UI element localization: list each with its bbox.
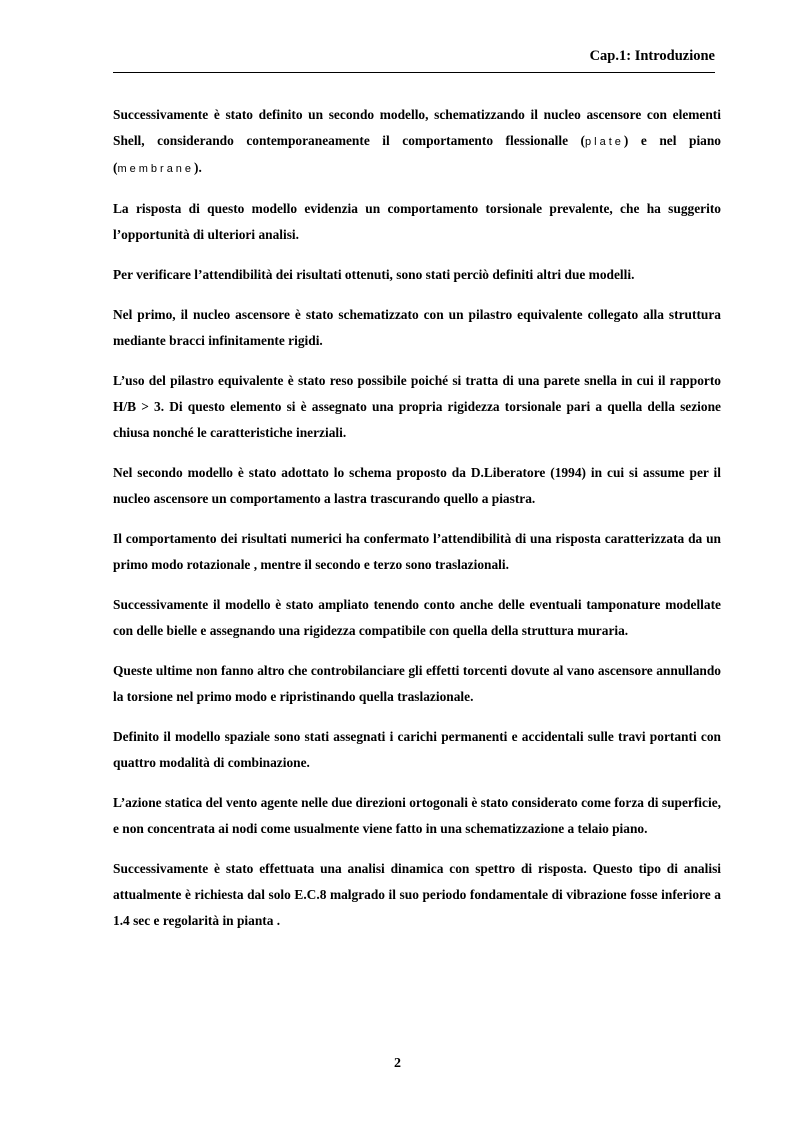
paragraph-4: Nel primo, il nucleo ascensore è stato schematizzato con un pilastro equivalente collegato alla struttura mediante bracci infinitamente rigidi.: [113, 307, 721, 348]
paragraph-5: L’uso del pilastro equivalente è stato reso possibile poiché si tratta di una parete snella in cui il rapporto H/B > 3. Di questo elemento si è assegnato una propria rigidezza torsionale pari a quella della sezione chiusa nonché le caratteristiche inerziali.: [113, 373, 721, 440]
paragraph-7: Il comportamento dei risultati numerici ha confermato l’attendibilità di una risposta caratterizzata da un primo modo rotazionale , mentre il secondo e terzo sono traslazionali.: [113, 531, 721, 572]
chapter-title: Cap.1: Introduzione: [589, 48, 715, 64]
document-body: [113, 102, 721, 948]
paragraph-9: Queste ultime non fanno altro che controbilanciare gli effetti torcenti dovute al vano ascensore annullando la torsione nel primo modo e ripristinando quella traslazionale.: [113, 663, 721, 704]
paragraph-2: La risposta di questo modello evidenzia un comportamento torsionale prevalente, che ha suggerito l’opportunità di ulteriori analisi.: [113, 201, 721, 242]
page-header: [113, 48, 715, 73]
paragraph-1-part-c: ).: [194, 160, 202, 175]
paragraph-1-part-a: Successivamente è stato definito un secondo modello, schematizzando il nucleo ascensore con elementi Shell, considerando contemporaneamente il comportamento flessionalle (: [113, 107, 721, 148]
paragraph-10: Definito il modello spaziale sono stati assegnati i carichi permanenti e accidentali sulle travi portanti con quattro modalità di combinazione.: [113, 729, 721, 770]
page-number: 2: [394, 1056, 401, 1071]
paragraph-12: Successivamente è stato effettuata una analisi dinamica con spettro di risposta. Questo tipo di analisi attualmente è richiesta dal solo E.C.8 malgrado il suo periodo fondamentale di vibrazione fosse inferiore a 1.4 sec e regolarità in pianta .: [113, 861, 721, 928]
paragraph-3: Per verificare l’attendibilità dei risultati ottenuti, sono stati perciò definiti altri due modelli.: [113, 267, 635, 282]
paragraph-1-part-b: ) e nel piano (: [113, 133, 721, 175]
paragraph-6: Nel secondo modello è stato adottato lo schema proposto da D.Liberatore (1994) in cui si assume per il nucleo ascensore un comportamento a lastra trascurando quello a piastra.: [113, 465, 721, 506]
term-membrane: membrane: [117, 163, 195, 175]
paragraph-8: Successivamente il modello è stato ampliato tenendo conto anche delle eventuali tamponature modellate con delle bielle e assegnando una rigidezza compatibile con quella della struttura muraria.: [113, 597, 721, 638]
paragraph-11: L’azione statica del vento agente nelle due direzioni ortogonali è stato considerato come forza di superficie, e non concentrata ai nodi come usualmente viene fatto in una schematizzazione a telaio piano.: [113, 795, 721, 836]
term-plate: plate: [585, 136, 624, 148]
paragraph-1: [113, 102, 721, 182]
